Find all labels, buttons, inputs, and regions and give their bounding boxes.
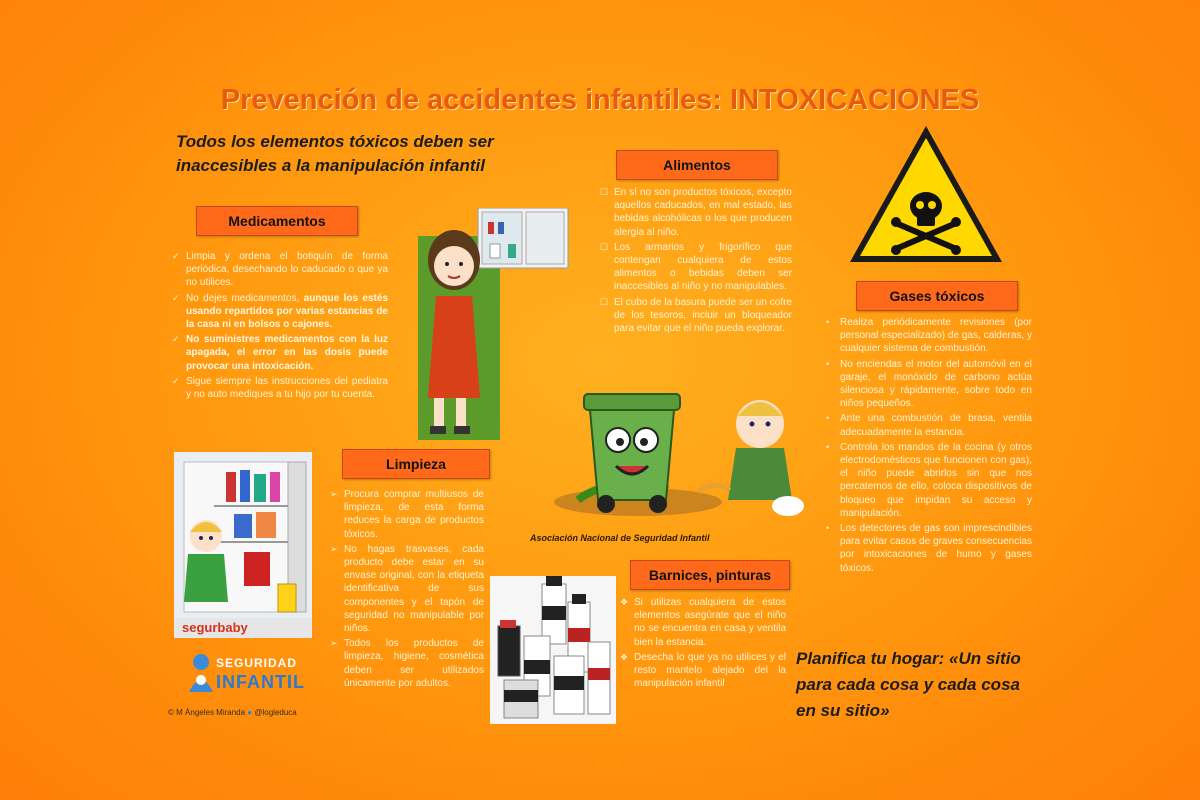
- footer-quote: Planifica tu hogar: «Un sitio para cada cosa y cada cosa en su sitio»: [796, 649, 1021, 720]
- bullet-icon: •: [826, 441, 830, 452]
- label-gases-toxicos: Gases tóxicos: [856, 281, 1018, 311]
- list-item: ✓ No dejes medicamentos, aunque los estés usando repartidos por varias estancias de la casa ni en bolsos o cajones.: [172, 292, 389, 331]
- association-name: Asociación Nacional de Seguridad Infantil: [530, 533, 710, 543]
- bullet-icon: •: [826, 523, 830, 534]
- list-item: • Controla los mandos de la cocina (y otros electrodomésticos que funcionen con gas), el niño puede abrirlos sin que nos percatemos de ello, coloca dispositivos de bloqueo que impidan su acceso y manipulación.: [826, 441, 1032, 519]
- list-item: ☐ Los armarios y frigorífico que contengan cualquiera de estos alimentos o bebidas deben ser inaccesibles al niño y no manipulables.: [600, 241, 792, 293]
- copyright-icon: ©: [168, 708, 174, 717]
- twitter-icon: ●: [247, 708, 253, 717]
- list-barnices-pinturas: [620, 596, 786, 692]
- arrow-bullet-icon: ➢: [330, 638, 338, 649]
- list-item: • Realiza periódicamente revisiones (por personal especializado) de gas, calderas, y cualquier sistema de combustión.: [826, 317, 1032, 355]
- check-icon: ✓: [172, 251, 180, 261]
- check-icon: ✓: [172, 292, 180, 303]
- checkbox-icon: ☐: [600, 241, 609, 252]
- label-medicamentos: Medicamentos: [196, 206, 358, 236]
- diamond-bullet-icon: ❖: [620, 651, 629, 662]
- list-item: ❖ Si utilizas cualquiera de estos elementos asegúrate que el niño no se encuentra en casa y ventila bien la estancia.: [620, 597, 786, 648]
- list-medicamentos: [172, 250, 388, 403]
- label-limpieza: Limpieza: [342, 449, 490, 479]
- check-icon: ✓: [172, 375, 180, 386]
- credit-line: © M Ángeles Miranda ● @logieduca: [168, 708, 297, 717]
- list-item: • Ante una combustión de brasa, ventila adecuadamente la estancia.: [826, 413, 1032, 438]
- list-item: ➢ Todos los productos de limpieza, higiene, cosmética deben ser utilizados únicamente por adultos.: [330, 638, 484, 689]
- list-alimentos: [600, 186, 792, 337]
- list-item: ❖ Desecha lo que ya no utilices y el resto mantelo alejado del la manipulación infantil: [620, 651, 786, 690]
- list-item: ☐ El cubo de la basura puede ser un cofre de los tesoros, incluir un bloqueador para evitar que el niño pueda explorar.: [600, 296, 792, 335]
- page-title: Prevención de accidentes infantiles: INTOXICACIONES: [220, 84, 980, 116]
- segurbaby-logo: segurbaby: [182, 620, 248, 635]
- list-item: ✓ No suministres medicamentos con la luz apagada, el error en las dosis puede provocar una intoxicación.: [172, 334, 388, 372]
- list-item: • Los detectores de gas son imprescindibles para evitar casos de graves consecuencias por intoxicaciones de humo y gases tóxicos.: [826, 523, 1032, 574]
- checkbox-icon: ☐: [600, 296, 609, 307]
- bullet-icon: •: [826, 413, 830, 424]
- paint-bottles-illustration: [490, 576, 616, 724]
- list-gases-toxicos: [826, 316, 1032, 577]
- list-item: ➢ Procura comprar multiusos de limpieza, de esta forma reduces la carga de productos tóxicos.: [330, 489, 484, 540]
- label-barnices-pinturas: Barnices, pinturas: [630, 560, 790, 590]
- list-item: ☐ En sí no son productos tóxicos, excepto aquellos caducados, en mal estado, las bebidas alcohólicas o los que producen alergia al niño.: [600, 187, 792, 238]
- bullet-icon: •: [826, 358, 830, 369]
- label-alimentos: Alimentos: [616, 150, 778, 180]
- arrow-bullet-icon: ➢: [330, 489, 338, 499]
- skull-crossbones-warning-icon: [846, 122, 1006, 267]
- list-item: • No enciendas el motor del automóvil en el garaje, el monóxido de carbono actúa silenciosa y rápidamente, sobre todo en niños pequeños.: [826, 358, 1032, 410]
- list-item: ✓ Sigue siempre las instrucciones del pediatra y no auto mediques a tu hijo por tu cuenta.: [172, 375, 388, 401]
- baby-cleaning-cabinet-illustration: [174, 452, 312, 638]
- diamond-bullet-icon: ❖: [620, 597, 629, 607]
- check-icon: ✓: [172, 334, 180, 345]
- list-limpieza: [330, 488, 484, 692]
- list-item: ➢ No hagas trasvases, cada producto debe estar en su envase original, con la etiqueta identificativa de sus componentes y el tapón de seguridad no manipulable por niños.: [330, 543, 484, 635]
- page-subtitle: Todos los elementos tóxicos deben ser inaccesibles a la manipulación infantil: [176, 132, 494, 175]
- checkbox-icon: ☐: [600, 187, 609, 197]
- seguridad-infantil-logo: SEGURIDAD INFANTIL: [186, 650, 306, 696]
- bullet-icon: •: [826, 317, 830, 327]
- trash-can-boy-illustration: [548, 380, 808, 530]
- arrow-bullet-icon: ➢: [330, 543, 338, 554]
- list-item: ✓ Limpia y ordena el botiquín de forma periódica, desechando lo caducado o que ya no utilices.: [172, 251, 388, 289]
